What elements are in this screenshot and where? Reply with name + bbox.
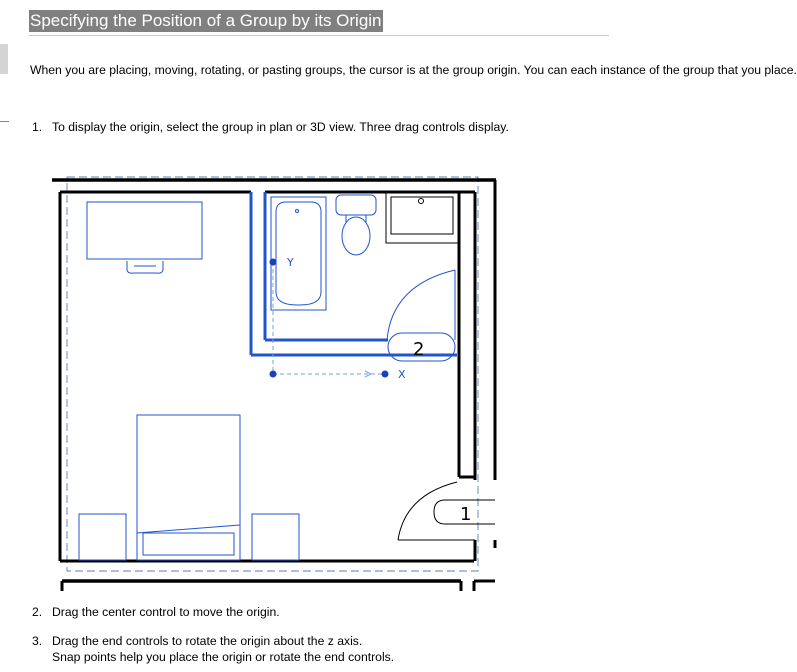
step-2-number: 2.	[32, 605, 43, 619]
side-tab[interactable]	[0, 44, 8, 74]
walls	[52, 180, 496, 591]
origin-x-label: X	[398, 368, 406, 381]
door-tag-1: 1	[460, 504, 472, 525]
nightstand-left	[79, 514, 126, 560]
step-3	[32, 633, 394, 665]
bed-frame	[137, 415, 240, 560]
door-tag-2: 2	[413, 339, 425, 360]
side-marker	[0, 121, 9, 122]
step-1	[32, 119, 509, 135]
page-title: Specifying the Position of a Group by its Origin	[30, 11, 382, 30]
toilet	[336, 195, 376, 255]
origin-controls	[270, 259, 389, 378]
origin-y-label: Y	[287, 256, 294, 269]
step-3-number: 3.	[32, 634, 43, 648]
group-origin-figure	[0, 160, 609, 600]
origin-x-handle[interactable]	[382, 371, 389, 378]
entry-door	[398, 482, 495, 540]
intro-paragraph: When you are placing, moving, rotating, or pasting groups, the cursor is at the group origin. You can each instance of the group that you place.	[30, 63, 797, 77]
pillow	[143, 533, 234, 555]
bed	[79, 415, 299, 560]
origin-center-handle[interactable]	[270, 371, 277, 378]
step-3-text: Drag the end controls to rotate the origin about the z axis.	[52, 634, 363, 648]
step-1-number: 1.	[32, 120, 43, 134]
sink	[386, 193, 458, 243]
title-bar	[29, 8, 609, 36]
step-3-continuation: Snap points help you place the origin or rotate the end controls.	[52, 650, 395, 664]
step-2-text: Drag the center control to move the origin.	[52, 605, 280, 619]
bathtub	[271, 197, 326, 310]
chair	[127, 261, 163, 273]
step-1-text: To display the origin, select the group in plan or 3D view. Three drag controls display.	[52, 120, 509, 134]
origin-y-handle[interactable]	[270, 259, 277, 266]
step-2	[32, 604, 280, 620]
nightstand-right	[252, 514, 299, 560]
group-walls-selected	[251, 192, 457, 355]
bed-sheet	[137, 525, 240, 533]
desk	[87, 202, 202, 273]
